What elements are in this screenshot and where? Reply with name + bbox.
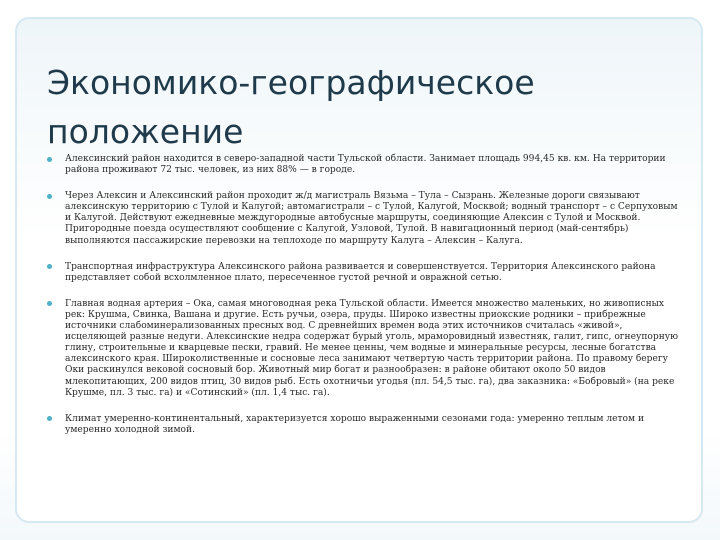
list-item-text: Алексинский район находится в северо-западной части Тульской области. Занимает площадь 994,45 кв. км. На территории района проживают 72 тыс. человек, из них 88% — в городе.	[65, 154, 666, 176]
bullet-marker	[47, 416, 52, 421]
bullet-marker	[47, 301, 52, 306]
list-item-text: Главная водная артерия – Ока, самая многоводная река Тульской области. Имеется множество маленьких, но живописных рек: Крушма, Свинка, Вашана и другие. Есть ручьи, озера, пруды. Широко известны приокские родники – прибрежные источники слабоминерализованных пресных вод. С древнейших времен вода этих источников считалась «живой», исцеляющей разные недуги. Алексинские недра содержат бурый уголь, мраморовидный известняк, галит, гипс, огнеупорную глину, строительные и кварцевые пески, гравий. Не менее ценны, чем водные и минеральные ресурсы, лесные богатства алексинского края. Широколиственные и сосновые леса занимают четвертую часть территории района. По правому берегу Оки раскинулся вековой сосновый бор. Животный мир богат и разнообразен: в районе обитают около 50 видов млекопитающих, 200 видов птиц, 30 видов рыб. Есть охотничьи угодья (пл. 54,5 тыс. га), два заказника: «Бобровый» (на реке Крушме, пл. 3 тыс. га) и «Сотинский» (пл. 1,4 тыс. га).	[65, 298, 679, 398]
list-item-text: Транспортная инфраструктура Алексинского района развивается и совершенствуется. Территория Алексинского района представляет собой всхолмленное плато, пересеченное густой речной и овражной сетью.	[65, 261, 656, 283]
bullet-marker	[47, 194, 52, 199]
list-item	[44, 299, 684, 399]
list-item	[44, 154, 684, 176]
slide-title: Экономико-географическое положение	[47, 63, 535, 151]
bullet-marker	[47, 264, 52, 269]
list-item	[44, 262, 684, 284]
list-item-text: Климат умеренно-континентальный, характеризуется хорошо выраженными сезонами года: умеренно теплым летом и умеренно холодной зимой.	[65, 413, 645, 435]
bullet-marker	[47, 157, 52, 162]
list-item	[44, 414, 684, 436]
list-item	[44, 191, 684, 246]
bullet-list	[44, 154, 684, 451]
list-item-text: Через Алексин и Алексинский район проходит ж/д магистраль Вязьма – Тула – Сызрань. Железные дороги связывают алексинскую территорию с Тулой и Калугой; автомагистрали – с Тулой, Калугой, Москвой; водный транспорт – с Серпуховым и Калугой. Действуют ежедневные междугородные автобусные маршруты, соединяющие Алексин с Тулой и Москвой. Пригородные поезда осуществляют сообщение с Калугой, Узловой, Тулой. В навигационный период (май-сентябрь) выполняются пассажирские перевозки на теплоходе по маршруту Калуга – Алексин – Калуга.	[65, 191, 678, 246]
